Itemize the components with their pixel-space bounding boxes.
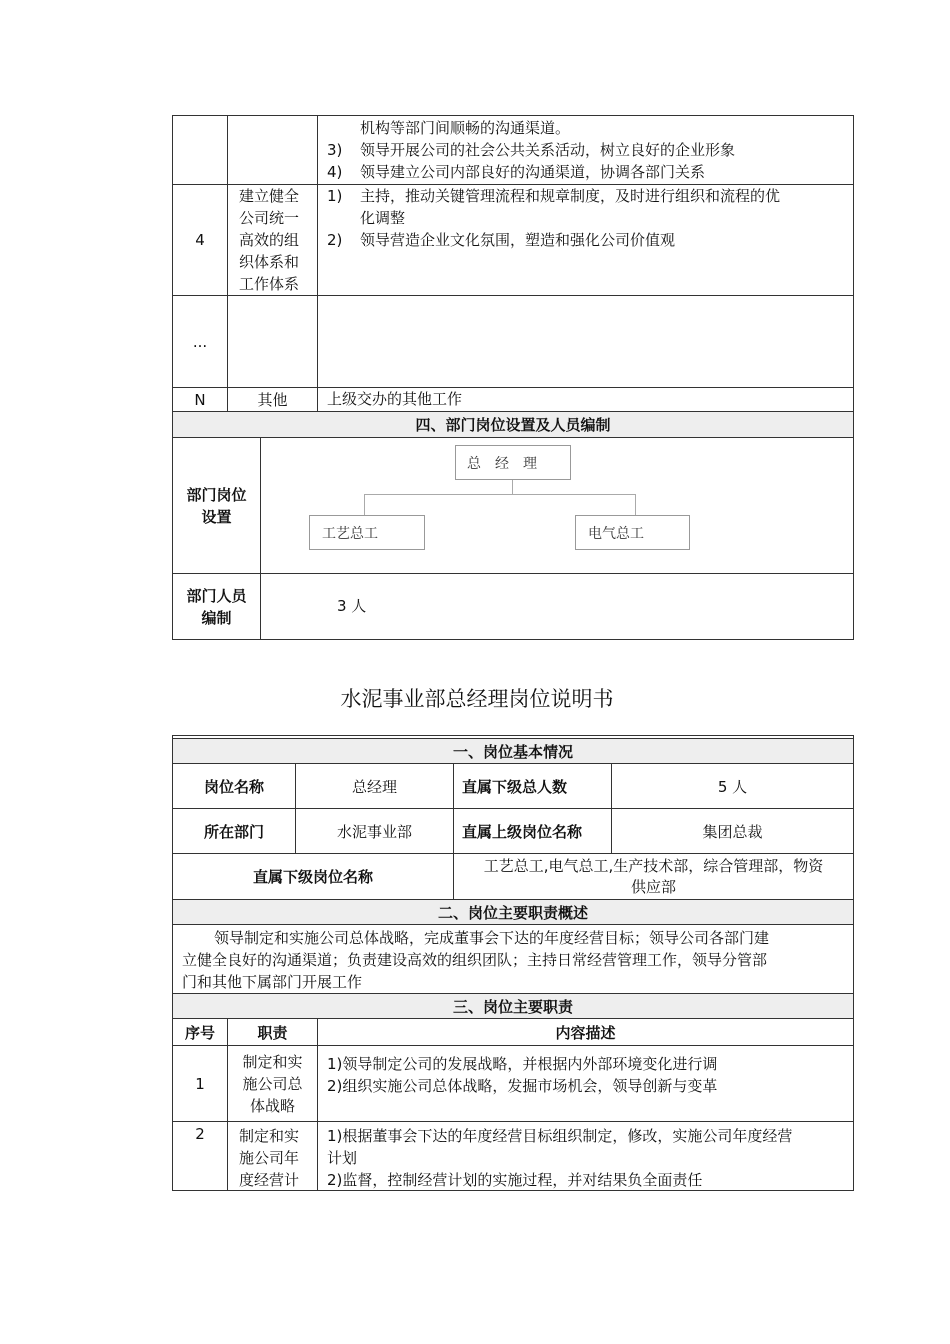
table-row-2-no [172, 1121, 228, 1191]
org-node-process-chief [309, 515, 425, 550]
label-line: 设置 [201, 507, 232, 526]
duty-line: 织体系和 [239, 253, 300, 271]
table-row-1-duty [227, 1045, 318, 1122]
staff-value: 3 人 [337, 597, 367, 615]
duty-text: 其他 [257, 391, 288, 409]
desc-line: 计划 [327, 1149, 358, 1167]
org-node-label: 总 经 理 [467, 455, 537, 472]
table-row-1-no [172, 1045, 228, 1122]
label-text: 直属下级总人数 [462, 777, 568, 796]
label-text: 直属上级岗位名称 [462, 822, 583, 841]
content-line: 主持，推动关键管理流程和规章制度，及时进行组织和流程的优 [360, 187, 781, 205]
item-number: 1) [327, 187, 343, 205]
org-node-label: 电气总工 [588, 525, 644, 542]
label-line: 部门岗位 [186, 485, 247, 504]
summary-line: 门和其他下属部门开展工作 [182, 973, 363, 991]
row-n-content [317, 387, 854, 412]
org-node-electrical-chief [575, 515, 690, 550]
content-line: 领导开展公司的社会公共关系活动，树立良好的企业形象 [360, 141, 736, 159]
value-text: 水泥事业部 [336, 822, 412, 841]
org-connector [364, 494, 636, 495]
superior-value [611, 808, 854, 854]
section-title: 一、岗位基本情况 [452, 742, 573, 761]
org-connector [635, 494, 636, 516]
org-node-general-manager [455, 445, 571, 480]
document-title [172, 683, 782, 713]
post-name-label [172, 763, 296, 809]
staff-label [172, 573, 261, 640]
duty-line: 施公司总 [242, 1074, 303, 1093]
desc-line: 2)组织实施公司总体战略，发掘市场机会，领导创新与变革 [327, 1077, 718, 1095]
item-number: 3) [327, 141, 343, 159]
header-text: 序号 [184, 1023, 215, 1042]
duty-line: 工作体系 [239, 275, 300, 293]
label-text: 所在部门 [203, 822, 264, 841]
sub-names-label [172, 853, 454, 900]
duty-line: 制定和实 [242, 1052, 303, 1071]
value-line: 供应部 [630, 877, 676, 896]
desc-line: 2)监督，控制经营计划的实施过程，并对结果负全面责任 [327, 1171, 703, 1189]
duty-line: 度经营计 [239, 1171, 300, 1189]
label-line: 部门人员 [186, 586, 247, 605]
content-line: 领导营造企业文化氛围，塑造和强化公司价值观 [360, 231, 676, 249]
section2-header [172, 899, 854, 925]
title-text: 水泥事业部总经理岗位说明书 [340, 687, 614, 711]
section-title: 三、岗位主要职责 [452, 997, 573, 1016]
row-dots-content [317, 295, 854, 388]
col-header-no [172, 1018, 228, 1046]
dept-setting-label [172, 437, 261, 574]
content-text: 上级交办的其他工作 [327, 390, 463, 408]
duty-line: 制定和实 [239, 1127, 300, 1145]
duty-line: 建立健全 [239, 187, 300, 205]
content-line: 机构等部门间顺畅的沟通渠道。 [360, 119, 571, 137]
item-number: 4) [327, 163, 343, 181]
sub-count-value [611, 763, 854, 809]
summary-line: 领导制定和实施公司总体战略，完成董事会下达的年度经营目标；领导公司各部门建 [214, 929, 770, 947]
cont-duty-cell [227, 115, 318, 185]
cont-num-cell [172, 115, 228, 185]
duty-line: 体战略 [249, 1096, 295, 1115]
section1-header [172, 738, 854, 764]
sub-count-label [453, 763, 612, 809]
duty-line: 高效的组 [239, 231, 300, 249]
row-n-num [172, 387, 228, 412]
row-number: N [194, 390, 206, 409]
row-number: 4 [195, 231, 205, 249]
org-connector [364, 494, 365, 516]
org-connector [512, 480, 513, 495]
duty-line: 公司统一 [239, 209, 300, 227]
content-line: 化调整 [360, 209, 406, 227]
col-header-desc [317, 1018, 854, 1046]
row4-num [172, 184, 228, 296]
col-header-duty [227, 1018, 318, 1046]
label-text: 岗位名称 [203, 777, 264, 796]
label-text: 直属下级岗位名称 [252, 868, 373, 886]
item-number: 2) [327, 231, 343, 249]
value-text: 总经理 [351, 777, 397, 796]
header-text: 内容描述 [555, 1023, 616, 1042]
post-name-value [295, 763, 454, 809]
desc-line: 1)根据董事会下达的年度经营目标组织制定，修改，实施公司年度经营 [327, 1127, 793, 1145]
row-number: 2 [195, 1125, 205, 1143]
duty-line: 施公司年 [239, 1149, 300, 1167]
section-title: 四、部门岗位设置及人员编制 [415, 416, 611, 434]
row-number: ... [192, 332, 208, 351]
value-text: 集团总裁 [702, 822, 763, 841]
section-title: 二、岗位主要职责概述 [437, 903, 588, 922]
header-text: 职责 [257, 1023, 288, 1042]
dept-value [295, 808, 454, 854]
org-node-label: 工艺总工 [322, 525, 378, 542]
superior-label [453, 808, 612, 854]
summary-line: 立健全良好的沟通渠道；负责建设高效的组织团队；主持日常经营管理工作，领导分管部 [182, 951, 768, 969]
row-n-duty [227, 387, 318, 412]
section4-header [172, 411, 854, 438]
row-dots-duty [227, 295, 318, 388]
value-text: 5 人 [717, 777, 748, 796]
label-line: 编制 [201, 608, 232, 627]
content-line: 领导建立公司内部良好的沟通渠道，协调各部门关系 [360, 163, 706, 181]
value-line: 工艺总工,电气总工,生产技术部，综合管理部，物资 [483, 856, 824, 875]
row-dots-num [172, 295, 228, 388]
dept-label [172, 808, 296, 854]
desc-line: 1)领导制定公司的发展战略，并根据内外部环境变化进行调 [327, 1055, 718, 1073]
row-number: 1 [195, 1074, 205, 1093]
sub-names-value [453, 853, 854, 900]
section3-header [172, 993, 854, 1019]
